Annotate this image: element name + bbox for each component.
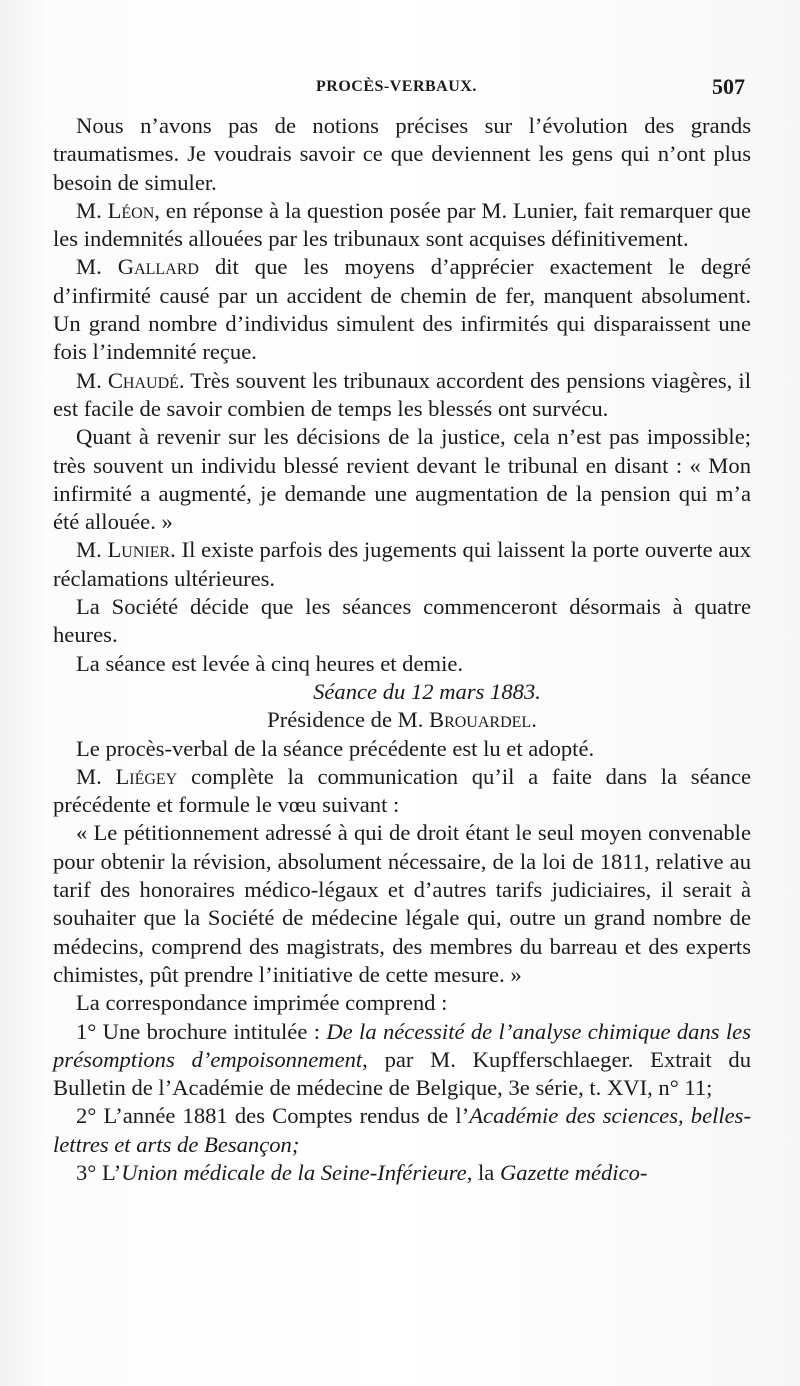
paragraph-text: Nous n’avons pas de notions précises sur l’évolution des grands traumatismes. Je voudrais savoir ce que deviennent les gens qui n’ont plus besoin de simuler. <box>53 113 751 195</box>
session-title: Séance du 12 mars 1883. <box>313 678 541 704</box>
paragraph <box>53 650 751 678</box>
speaker-name: Léon <box>107 197 155 223</box>
paragraph-text: dit que les moyens d’apprécier exactement le degré d’infirmité causé par un accident de chemin de fer, manquent absolument. Un grand nombre d’individus simulent des infirmités qui disparaissent une fois l’indemnité reçue. <box>53 254 751 365</box>
paragraph <box>53 197 751 254</box>
presidency-line <box>53 706 751 734</box>
speaker-name: Liégey <box>115 763 178 789</box>
item-text: , par M. Kupfferschlaeger. Extrait du Bulletin de l’Académie de médecine de Belgique, 3e série, t. XVI, n° 11; <box>53 1046 751 1101</box>
paragraph-text: « Le pétitionnement adressé à qui de droit étant le seul moyen convenable pour obtenir la révision, absolument nécessaire, de la loi de 1811, relative au tarif des honoraires médico-légaux et d’autres tarifs judiciaires, il serait à souhaiter que la Société de médecine légale qui, outre un grand nombre de médecins, comprend des magistrats, des membres du barreau et des experts chimistes, pût prendre l’initiative de cette mesure. » <box>53 820 751 987</box>
item-text: 1° Une brochure intitulée : <box>76 1018 327 1044</box>
speaker-name: Chaudé <box>107 367 179 393</box>
speaker-name: Gallard <box>117 254 199 280</box>
item-text: 3° L’ <box>76 1159 122 1185</box>
paragraph-text: Quant à revenir sur les décisions de la justice, cela n’est pas impossible; très souvent un individu blessé revient devant le tribunal en disant : « Mon infirmité a augmenté, je demande une augmentation de la pension qui m’a été allouée. » <box>53 424 751 535</box>
paragraph-text: La séance est levée à cinq heures et demie. <box>76 650 464 676</box>
paragraph <box>53 112 751 197</box>
page-header <box>0 66 800 106</box>
paragraph <box>53 763 751 820</box>
paragraph-text: M. <box>76 254 118 280</box>
running-head: PROCÈS-VERBAUX. <box>316 78 477 95</box>
list-item <box>53 1018 751 1103</box>
paragraph <box>53 989 751 1017</box>
paragraph <box>53 819 751 989</box>
item-title: Union médicale de la Seine-Inférieure <box>121 1159 467 1185</box>
list-item <box>53 1159 751 1187</box>
item-title: De la nécessité de l’analyse chimique dans les présomptions d’empoisonnement <box>53 1018 752 1072</box>
paragraph <box>53 735 751 763</box>
president-name: Brouardel <box>429 707 532 733</box>
paragraph-text: M. <box>76 197 108 223</box>
paragraph-text: M. <box>76 763 116 789</box>
item-text: 2° L’année 1881 des Comptes rendus de l’ <box>76 1103 470 1129</box>
paragraph-text: M. <box>76 537 108 563</box>
paragraph-text: Le procès-verbal de la séance précédente est lu et adopté. <box>76 735 595 761</box>
paragraph-text: . Il existe parfois des jugements qui laissent la porte ouverte aux réclamations ultérieures. <box>53 537 751 591</box>
page-body <box>53 112 751 1187</box>
list-item <box>53 1102 751 1159</box>
paragraph <box>53 423 751 536</box>
page-number: 507 <box>712 74 745 99</box>
presidency-text: Présidence de M. <box>267 707 430 733</box>
paragraph <box>53 536 751 593</box>
paragraph <box>53 253 751 366</box>
speaker-name: Lunier <box>107 537 171 563</box>
paragraph <box>53 593 751 650</box>
item-text: , la <box>466 1159 500 1185</box>
paragraph-text: La Société décide que les séances commenceront désormais à quatre heures. <box>53 594 751 648</box>
item-title: Gazette médico- <box>499 1159 648 1185</box>
paragraph-text: , en réponse à la question posée par M. Lunier, fait remarquer que les indemnités allouées par les tribunaux sont acquises définitivement. <box>53 197 751 252</box>
paragraph-text: complète la communication qu’il a faite dans la séance précédente et formule le vœu suivant : <box>53 763 751 818</box>
presidency-text: . <box>531 707 537 733</box>
paragraph-text: M. <box>76 367 108 393</box>
paragraph-text: La correspondance imprimée comprend : <box>76 990 448 1016</box>
paragraph-text: . Très souvent les tribunaux accordent des pensions viagères, il est facile de savoir combien de temps les blessés ont survécu. <box>53 367 751 421</box>
item-title: Académie des sciences, belles-lettres et arts de Besançon; <box>53 1103 752 1157</box>
paragraph <box>53 367 751 424</box>
